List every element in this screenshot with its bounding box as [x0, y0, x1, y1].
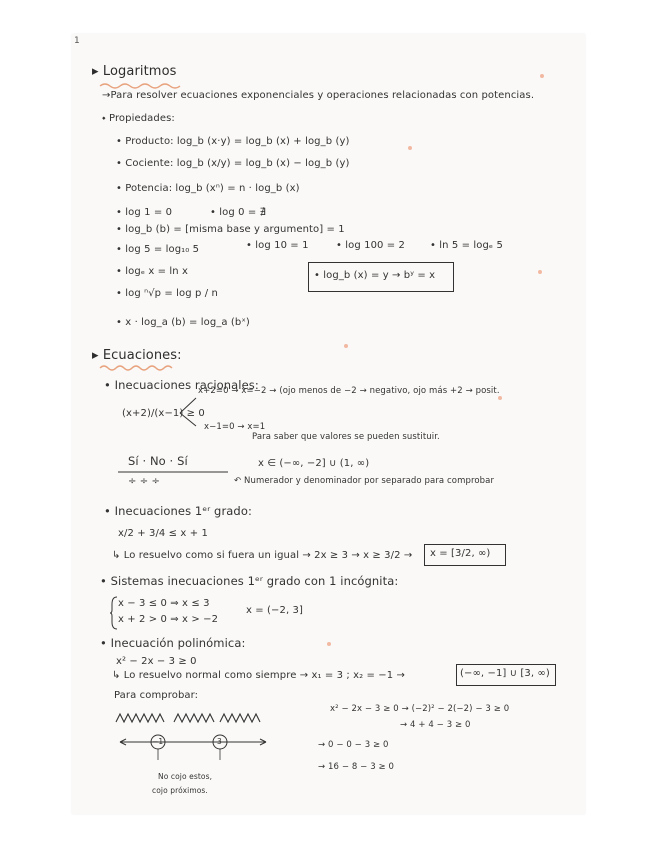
poly-solve: ↳ Lo resuelvo normal como siempre → x₁ = 3 ; x₂ = −1 → [112, 670, 405, 681]
check-step-3: → 0 − 0 − 3 ≥ 0 [318, 740, 389, 750]
section-title-logaritmos: ▸ Logaritmos [92, 64, 177, 79]
ine1-solve: ↳ Lo resuelvo como si fuera un igual → 2x ≥ 3 → x ≥ 3/2 → [112, 550, 413, 561]
prop-ln5: • ln 5 = logₑ 5 [430, 240, 503, 251]
decor-dot [498, 396, 502, 400]
prop-log5: • log 5 = log₁₀ 5 [116, 244, 200, 255]
inr-fraction: (x+2)/(x−1) ≥ 0 [122, 408, 205, 419]
check-heading: Para comprobar: [114, 690, 199, 701]
prop-xlog: • x · log_a (b) = log_a (bˣ) [116, 317, 250, 328]
prop-logbb: • log_b (b) = [misma base y argumento] = 1 [116, 224, 345, 235]
number-line-right: 3 [217, 737, 222, 746]
prop-cociente: • Cociente: log_b (x/y) = log_b (x) − log_b (y) [116, 158, 350, 169]
page-number: 1 [74, 36, 80, 46]
decor-dot [540, 74, 544, 78]
title-underline [100, 364, 172, 372]
poly-heading: • Inecuación polinómica: [100, 636, 246, 650]
inr-top-branch: x+2=0 → x=−2 → (ojo menos de −2 → negativo, ojo más +2 → posit. [198, 386, 500, 396]
sign-chart: Sí · No · Sí [128, 454, 188, 468]
decor-dot [408, 146, 412, 150]
ine1-heading: • Inecuaciones 1ᵉʳ grado: [104, 504, 252, 518]
number-line-sketch [116, 710, 276, 770]
sys-eq1: x − 3 ≤ 0 ⇒ x ≤ 3 [118, 598, 210, 609]
number-line-caption-1: No cojo estos, [158, 772, 213, 781]
log-intro: →Para resolver ecuaciones exponenciales y operaciones relacionadas con potencias. [102, 90, 535, 101]
boxed-definition-text: • log_b (x) = y → bʸ = x [314, 270, 436, 281]
prop-log10: • log 10 = 1 [246, 240, 309, 251]
inr-heading: • Inecuaciones racionales: [104, 378, 259, 392]
decor-dot [327, 642, 331, 646]
decor-dot [538, 270, 542, 274]
check-step-4: → 16 − 8 − 3 ≥ 0 [318, 762, 395, 772]
title-underline [100, 82, 190, 90]
poly-result: (−∞, −1] ∪ [3, ∞) [460, 668, 550, 679]
system-brace [110, 596, 118, 630]
sign-chart-line [118, 470, 228, 474]
inr-bottom-branch: x−1=0 → x=1 [204, 422, 266, 432]
prop-log1: • log 1 = 0 [116, 207, 173, 218]
inr-note: Para saber que valores se pueden sustituir. [252, 432, 440, 442]
branch-arrows [178, 396, 198, 430]
props-heading: ⬩ Propiedades: [102, 113, 175, 124]
prop-producto: • Producto: log_b (x·y) = log_b (x) + log_b (y) [116, 136, 350, 147]
sign-chart-divisions: ÷ ÷ ÷ [128, 476, 160, 487]
num-den-note: ↶ Numerador y denominador por separado para comprobar [234, 476, 495, 486]
sys-eq2: x + 2 > 0 ⇒ x > −2 [118, 614, 219, 625]
check-step-1: x² − 2x − 3 ≥ 0 → (−2)² − 2(−2) − 3 ≥ 0 [330, 704, 510, 714]
sys-heading: • Sistemas inecuaciones 1ᵉʳ grado con 1 incógnita: [100, 574, 399, 588]
inr-interval: x ∈ (−∞, −2] ∪ (1, ∞) [258, 458, 370, 469]
number-line-caption-2: cojo próximos. [152, 786, 208, 795]
sys-result: x = (−2, 3] [246, 605, 304, 616]
poly-equation: x² − 2x − 3 ≥ 0 [116, 656, 197, 667]
prop-loge: • logₑ x = ln x [116, 266, 189, 277]
ine1-result: x = [3/2, ∞) [430, 548, 491, 559]
ine1-equation: x/2 + 3/4 ≤ x + 1 [118, 528, 208, 539]
check-step-2: → 4 + 4 − 3 ≥ 0 [400, 720, 471, 730]
prop-log0: • log 0 = ∄ [210, 207, 267, 218]
prop-potencia: • Potencia: log_b (xⁿ) = n · log_b (x) [116, 183, 300, 194]
prop-root: • log ⁿ√p = log p / n [116, 288, 218, 299]
decor-dot [344, 344, 348, 348]
prop-log100: • log 100 = 2 [336, 240, 405, 251]
number-line-left: −1 [152, 737, 164, 746]
section-title-ecuaciones: ▸ Ecuaciones: [92, 348, 182, 363]
